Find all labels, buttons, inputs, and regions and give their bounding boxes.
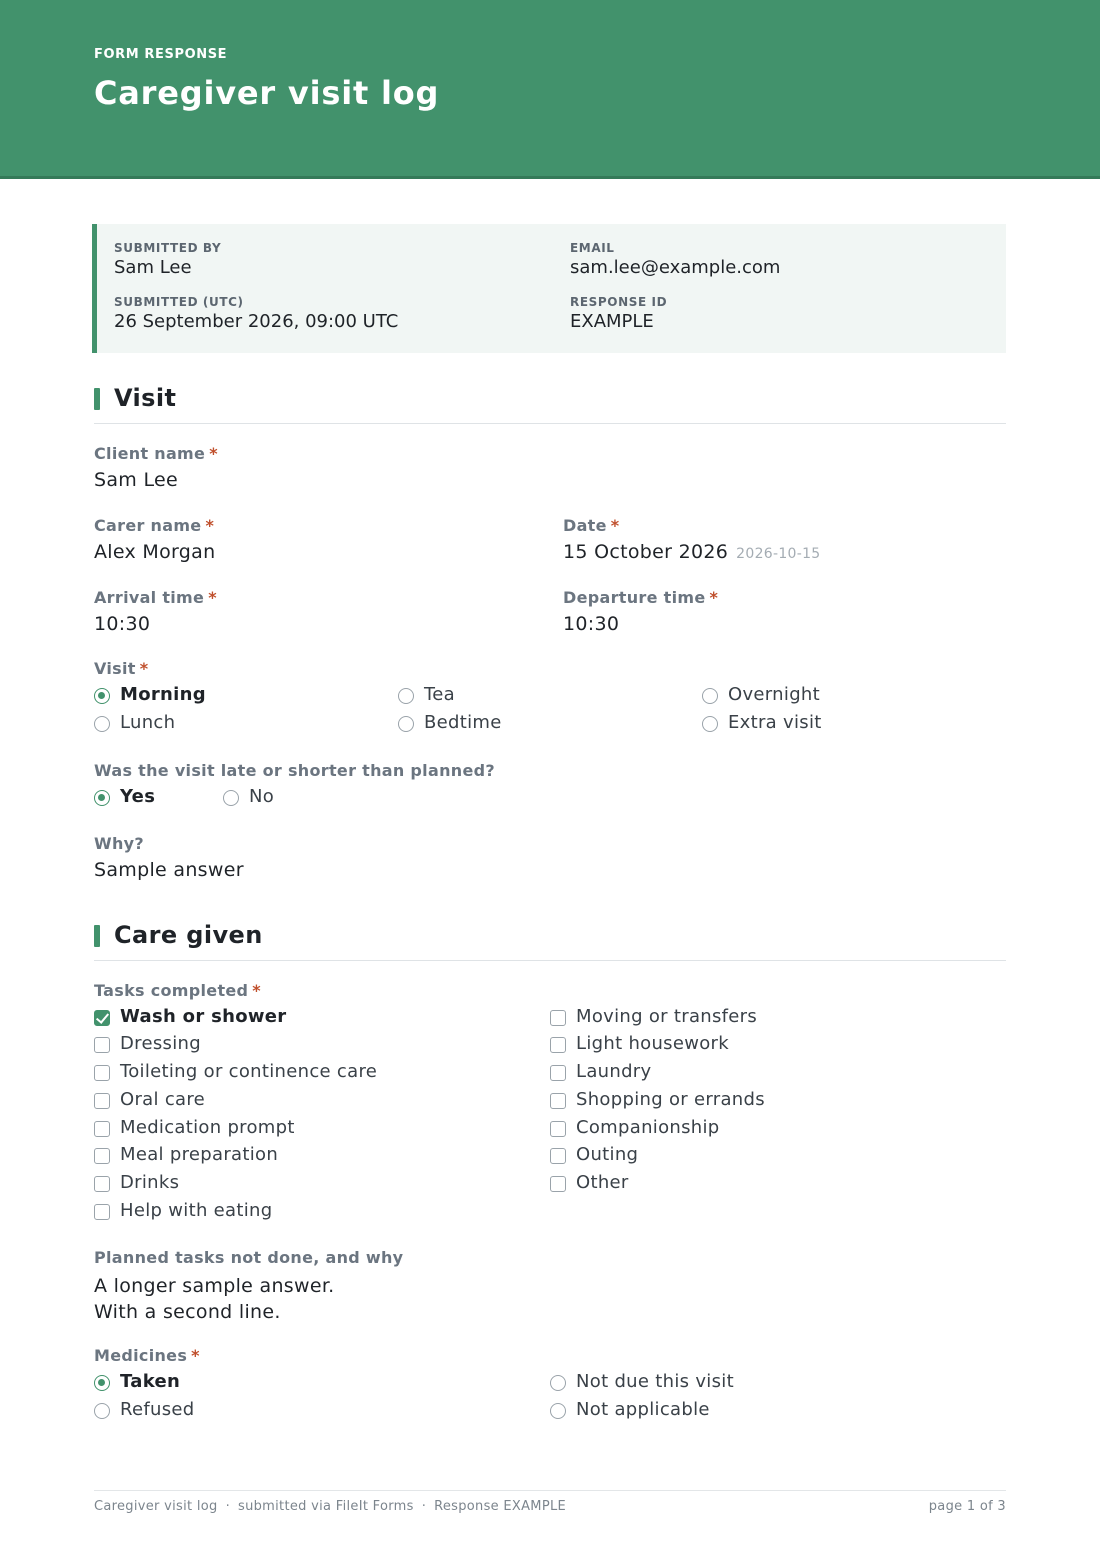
checkbox-icon xyxy=(550,1037,566,1053)
radio-icon xyxy=(550,1403,566,1419)
field-value: 10:30 xyxy=(94,613,151,635)
footer-via: submitted via FileIt Forms xyxy=(238,1499,414,1514)
field-carer-name xyxy=(94,516,215,563)
section-accent-bar xyxy=(94,925,100,947)
email-value: sam.lee@example.com xyxy=(570,257,781,278)
footer-response: Response EXAMPLE xyxy=(434,1499,567,1514)
page-title: Caregiver visit log xyxy=(94,74,440,112)
answer-line: A longer sample answer. xyxy=(94,1275,335,1297)
field-label: Client name * xyxy=(94,444,218,463)
required-marker: * xyxy=(208,588,217,607)
checkbox-icon xyxy=(550,1121,566,1137)
checkbox-icon xyxy=(550,1176,566,1192)
checkbox-icon xyxy=(94,1121,110,1137)
submission-meta xyxy=(92,224,1006,353)
required-marker: * xyxy=(252,981,261,1000)
footer-info: Caregiver visit log · submitted via FileIt Forms · Response EXAMPLE xyxy=(94,1499,567,1514)
required-marker: * xyxy=(709,588,719,607)
field-label: Departure time * xyxy=(563,588,719,607)
field-value: 10:30 xyxy=(563,613,620,635)
required-marker: * xyxy=(205,516,215,535)
radio-selected-icon xyxy=(94,790,110,806)
field-label: Planned tasks not done, and why xyxy=(94,1248,404,1267)
radio-icon xyxy=(223,790,239,806)
field-label: Was the visit late or shorter than planned? xyxy=(94,761,495,780)
email xyxy=(570,241,780,278)
section-visit xyxy=(94,384,1006,424)
email-label: EMAIL xyxy=(570,241,615,255)
field-client-name xyxy=(94,444,218,491)
footer-form-name: Caregiver visit log xyxy=(94,1499,218,1514)
response-id-value: EXAMPLE xyxy=(570,311,654,332)
checkbox-icon xyxy=(94,1037,110,1053)
submitted-utc-value: 26 September 2026, 09:00 UTC xyxy=(114,311,399,332)
field-value xyxy=(94,1273,403,1325)
checkbox-icon xyxy=(94,1148,110,1164)
checkbox-checked-icon xyxy=(94,1010,110,1026)
form-header xyxy=(0,0,1100,179)
submitted-by-value: Sam Lee xyxy=(114,257,192,278)
submitted-utc xyxy=(114,295,398,332)
field-tasks xyxy=(94,981,261,1000)
checkbox-icon xyxy=(94,1204,110,1220)
radio-selected-icon xyxy=(94,1375,110,1391)
field-value: Sample answer xyxy=(94,859,244,881)
checkbox-icon xyxy=(94,1093,110,1109)
field-medicines xyxy=(94,1346,200,1365)
required-marker: * xyxy=(209,444,218,463)
field-label: Medicines * xyxy=(94,1346,200,1365)
section-accent-bar xyxy=(94,388,100,410)
radio-icon xyxy=(550,1375,566,1391)
radio-selected-icon xyxy=(94,688,110,704)
field-visit xyxy=(94,659,148,678)
radio-icon xyxy=(94,716,110,732)
response-id-label: RESPONSE ID xyxy=(570,295,668,309)
field-date xyxy=(563,516,821,563)
field-departure-time xyxy=(563,588,718,635)
field-label: Date * xyxy=(563,516,620,535)
field-late xyxy=(94,761,495,780)
section-title: Care given xyxy=(114,921,263,949)
checkbox-icon xyxy=(550,1065,566,1081)
page-footer xyxy=(94,1490,1006,1520)
field-why xyxy=(94,834,244,881)
submitted-utc-label: SUBMITTED (UTC) xyxy=(114,295,244,309)
field-value: 15 October 2026 2026-10-15 xyxy=(563,541,821,563)
radio-icon xyxy=(702,716,718,732)
radio-icon xyxy=(94,1403,110,1419)
submitted-by-label: SUBMITTED BY xyxy=(114,241,222,255)
field-label: Tasks completed * xyxy=(94,981,261,1000)
radio-icon xyxy=(398,688,414,704)
checkbox-icon xyxy=(94,1176,110,1192)
response-id xyxy=(570,295,667,332)
checkbox-icon xyxy=(94,1065,110,1081)
field-label: Why? xyxy=(94,834,144,853)
radio-icon xyxy=(702,688,718,704)
radio-icon xyxy=(398,716,414,732)
field-planned-tasks-not-done xyxy=(94,1248,403,1325)
required-marker: * xyxy=(610,516,620,535)
required-marker: * xyxy=(191,1346,200,1365)
field-value: Sam Lee xyxy=(94,469,178,491)
required-marker: * xyxy=(139,659,149,678)
iso-date: 2026-10-15 xyxy=(736,546,821,562)
section-care-given xyxy=(94,921,1006,961)
field-value: Alex Morgan xyxy=(94,541,216,563)
checkbox-icon xyxy=(550,1093,566,1109)
field-label: Carer name * xyxy=(94,516,215,535)
checkbox-icon xyxy=(550,1010,566,1026)
section-title: Visit xyxy=(114,384,177,412)
checkbox-icon xyxy=(550,1148,566,1164)
field-arrival-time xyxy=(94,588,217,635)
answer-line: With a second line. xyxy=(94,1301,281,1323)
field-label: Arrival time * xyxy=(94,588,217,607)
field-label: Visit * xyxy=(94,659,149,678)
page-number: page 1 of 3 xyxy=(928,1499,1006,1514)
submitted-by xyxy=(114,241,221,278)
header-eyebrow: FORM RESPONSE xyxy=(94,47,228,62)
